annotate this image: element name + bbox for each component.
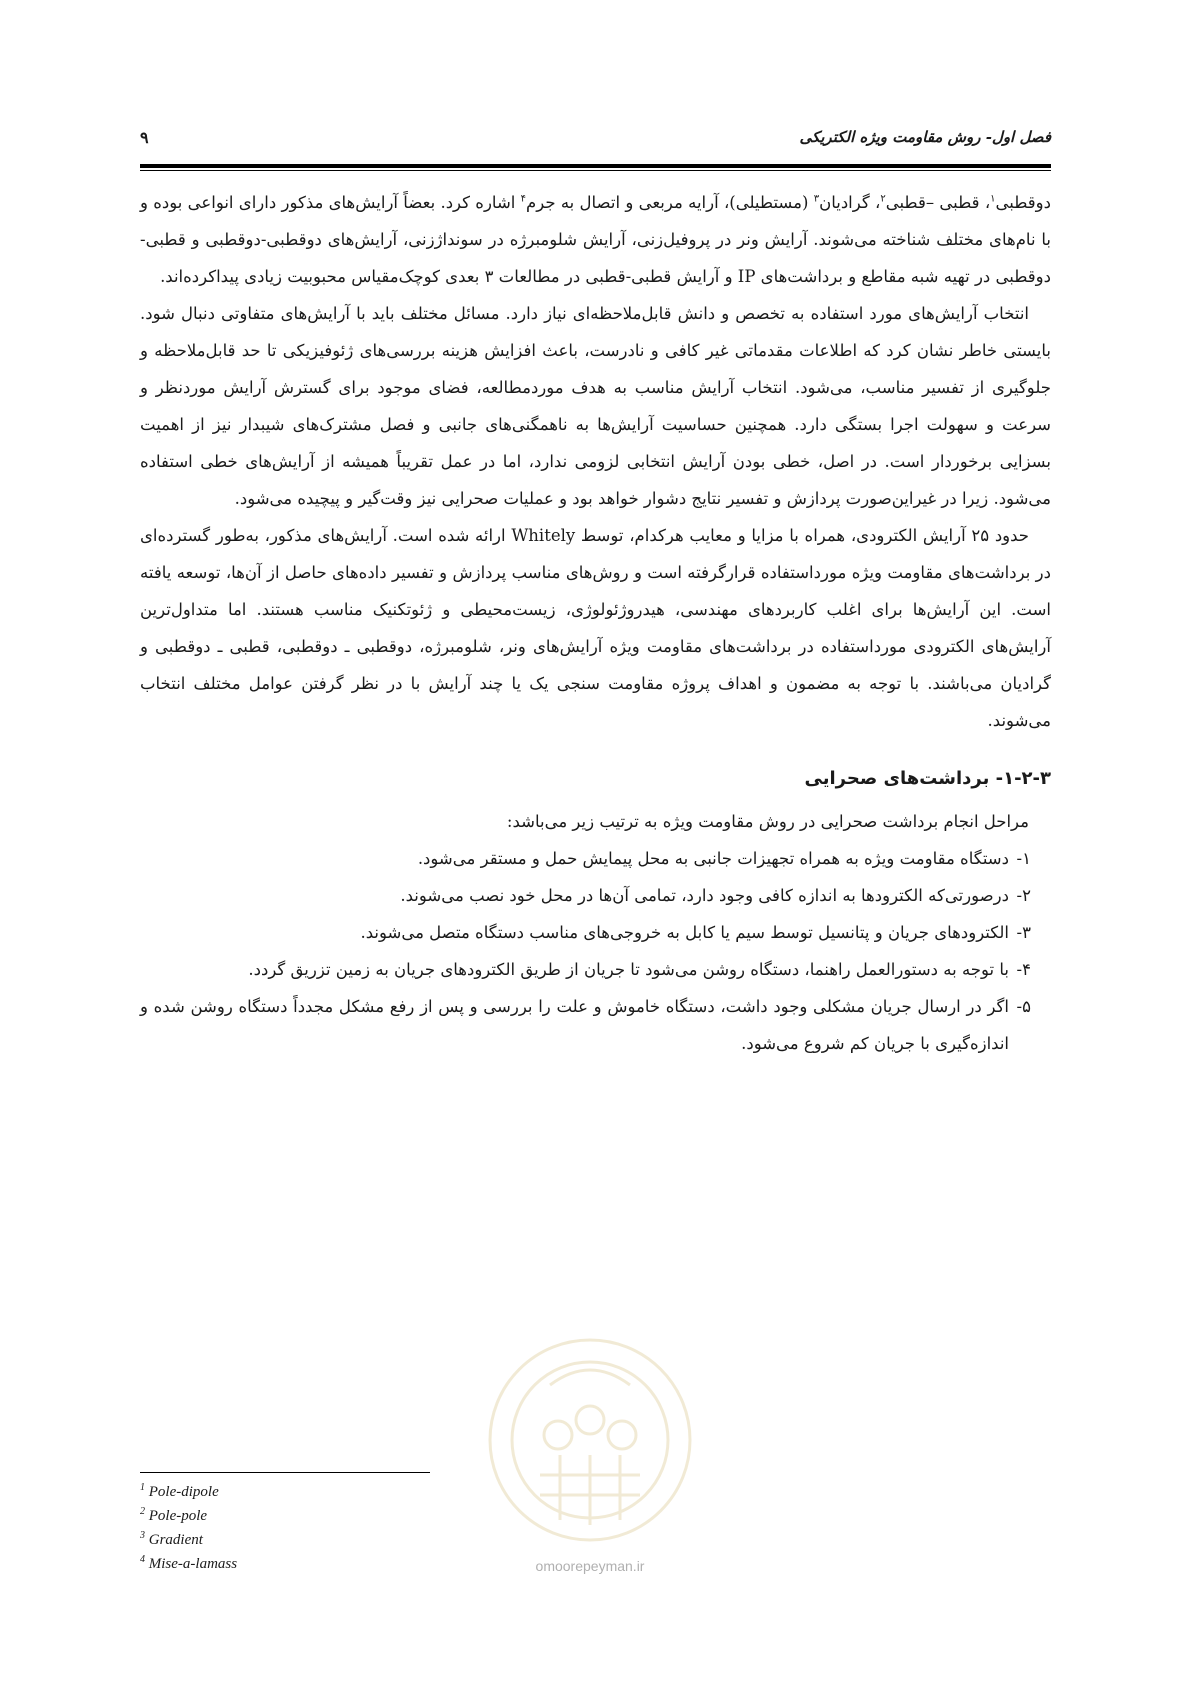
step-number: ۱- [1016, 849, 1031, 868]
page-number: ۹ [140, 128, 149, 147]
step-number: ۳- [1016, 923, 1031, 942]
footnote-ref-2[interactable]: ۲ [880, 193, 886, 205]
footnote-2: $^2$ Pole-pole [140, 1506, 208, 1524]
list-item [140, 988, 1051, 1062]
header-rule-thin [140, 170, 1051, 171]
header-rule-thick [140, 164, 1051, 168]
step-text: اگر در ارسال جریان مشکلی وجود داشت، دستگاه خاموش و علت را بررسی و پس از رفع مشکل مجدداً دستگاه روشن شده و اندازه‌گیری با جریان کم شروع می‌شود. [140, 997, 1009, 1053]
step-number: ۵- [1016, 997, 1031, 1016]
footnote-3: $^3$ Gradient [140, 1530, 203, 1548]
watermark-url: omoorepeyman.ir [535, 1558, 645, 1574]
author-name: Whitely [511, 526, 576, 545]
body-text [140, 184, 1051, 1062]
step-text: دستگاه مقاومت ویژه به همراه تجهیزات جانبی به محل پیمایش حمل و مستقر می‌شود. [417, 849, 1009, 868]
footnote-ref-3[interactable]: ۳ [813, 193, 820, 205]
watermark-seal-icon [480, 1325, 700, 1560]
footnote-ref-1[interactable]: ۱ [990, 193, 996, 205]
step-text: الکترودهای جریان و پتانسیل توسط سیم یا کابل به خروجی‌های مناسب دستگاه متصل می‌شوند. [360, 923, 1009, 942]
paragraph-1: دوقطبی$^۱$، قطبی –قطبی$^۲$، گرادیان$^۳$ (مستطیلی)، آرایه مربعی و اتصال به جرم$^۴$ اشاره کرد. بعضاً آرایش‌های مذکور دارای انواعی بوده و با نام‌های مختلف شناخته می‌شوند. آرایش ونر در پروفیل‌زنی، آرایش شلومبرژه در سونداژزنی، آرایش‌های دوقطبی-دوقطبی و قطبی-دوقطبی در تهیه شبه مقاطع و برداشت‌های IP و آرایش قطبی-قطبی در مطالعات ۳ بعدی کوچک‌مقیاس محبوبیت زیادی پیداکرده‌اند. [140, 193, 1052, 286]
footnote-4: $^4$ Mise-a-lamass [140, 1554, 238, 1572]
step-number: ۲- [1016, 886, 1031, 905]
paragraph-2: انتخاب آرایش‌های مورد استفاده به تخصص و دانش قابل‌ملاحظه‌ای نیاز دارد. مسائل مختلف باید با آرایش‌های متفاوتی دنبال شود. بایستی خاطر نشان کرد که اطلاعات مقدماتی غیر کافی و نادرست، باعث افزایش هزینه بررسی‌های ژئوفیزیکی تا حد قابل‌ملاحظه و جلوگیری از تفسیر مناسب، می‌شود. انتخاب آرایش مناسب به هدف موردمطالعه، فضای موجود برای گسترش آرایش موردنظر و سرعت و سهولت اجرا بستگی دارد. همچنین حساسیت آرایش‌ها به ناهمگنی‌های جانبی و فصل مشترک‌های شیبدار نیز از اهمیت بسزایی برخوردار است. در اصل، خطی بودن آرایش انتخابی لزومی ندارد، اما در عمل تقریباً همیشه از آرایش‌های خطی استفاده می‌شود. زیرا در غیراین‌صورت پردازش و تفسیر نتایج دشوار خواهد بود و عملیات صحرایی نیز وقت‌گیر و پیچیده می‌شود. [140, 304, 1051, 508]
step-text: با توجه به دستورالعمل راهنما، دستگاه روشن می‌شود تا جریان از طریق الکترودهای جریان به زمین تزریق گردد. [248, 960, 1009, 979]
list-item [140, 877, 1051, 914]
paragraph-3: حدود ۲۵ آرایش الکترودی، همراه با مزایا و معایب هرکدام، توسط Whitely ارائه شده است. آرایش‌های مذکور، به‌طور گسترده‌ای در برداشت‌های مقاومت ویژه مورداستفاده قرارگرفته است و روش‌های مناسب پردازش و تفسیر داده‌های حاصل از آن‌ها، توسعه یافته است. این آرایش‌ها برای اغلب کاربردهای مهندسی، هیدروژئولوژی، زیست‌محیطی و ژئوتکنیک مناسب هستند. اما متداول‌ترین آرایش‌های الکترودی مورداستفاده در برداشت‌های مقاومت ویژه آرایش‌های ونر، شلومبرژه، دوقطبی ـ دوقطبی، قطبی ـ دوقطبی و گرادیان می‌باشند. با توجه به مضمون و اهداف پروژه مقاومت سنجی یک یا چند آرایش با در نظر گرفتن عوامل مختلف انتخاب می‌شوند. [140, 526, 1051, 730]
footnote-1: $^1$ Pole-dipole [140, 1482, 219, 1500]
footnotes [140, 1478, 237, 1574]
step-number: ۴- [1016, 960, 1031, 979]
footnote-rule [140, 1472, 430, 1473]
step-text: درصورتی‌که الکترودها به اندازه کافی وجود دارد، تمامی آن‌ها در محل خود نصب می‌شوند. [400, 886, 1009, 905]
steps-list [140, 840, 1051, 1062]
chapter-title: فصل اول- روش مقاومت ویژه الکتریکی [799, 128, 1051, 146]
list-item [140, 840, 1051, 877]
list-item [140, 914, 1051, 951]
section-heading: ۱-۲-۳- برداشت‌های صحرایی [804, 768, 1051, 789]
footnote-ref-4[interactable]: ۴ [520, 193, 527, 205]
list-item [140, 951, 1051, 988]
steps-intro: مراحل انجام برداشت صحرایی در روش مقاومت ویژه به ترتیب زیر می‌باشد: [506, 812, 1029, 831]
page-header [140, 128, 1051, 156]
